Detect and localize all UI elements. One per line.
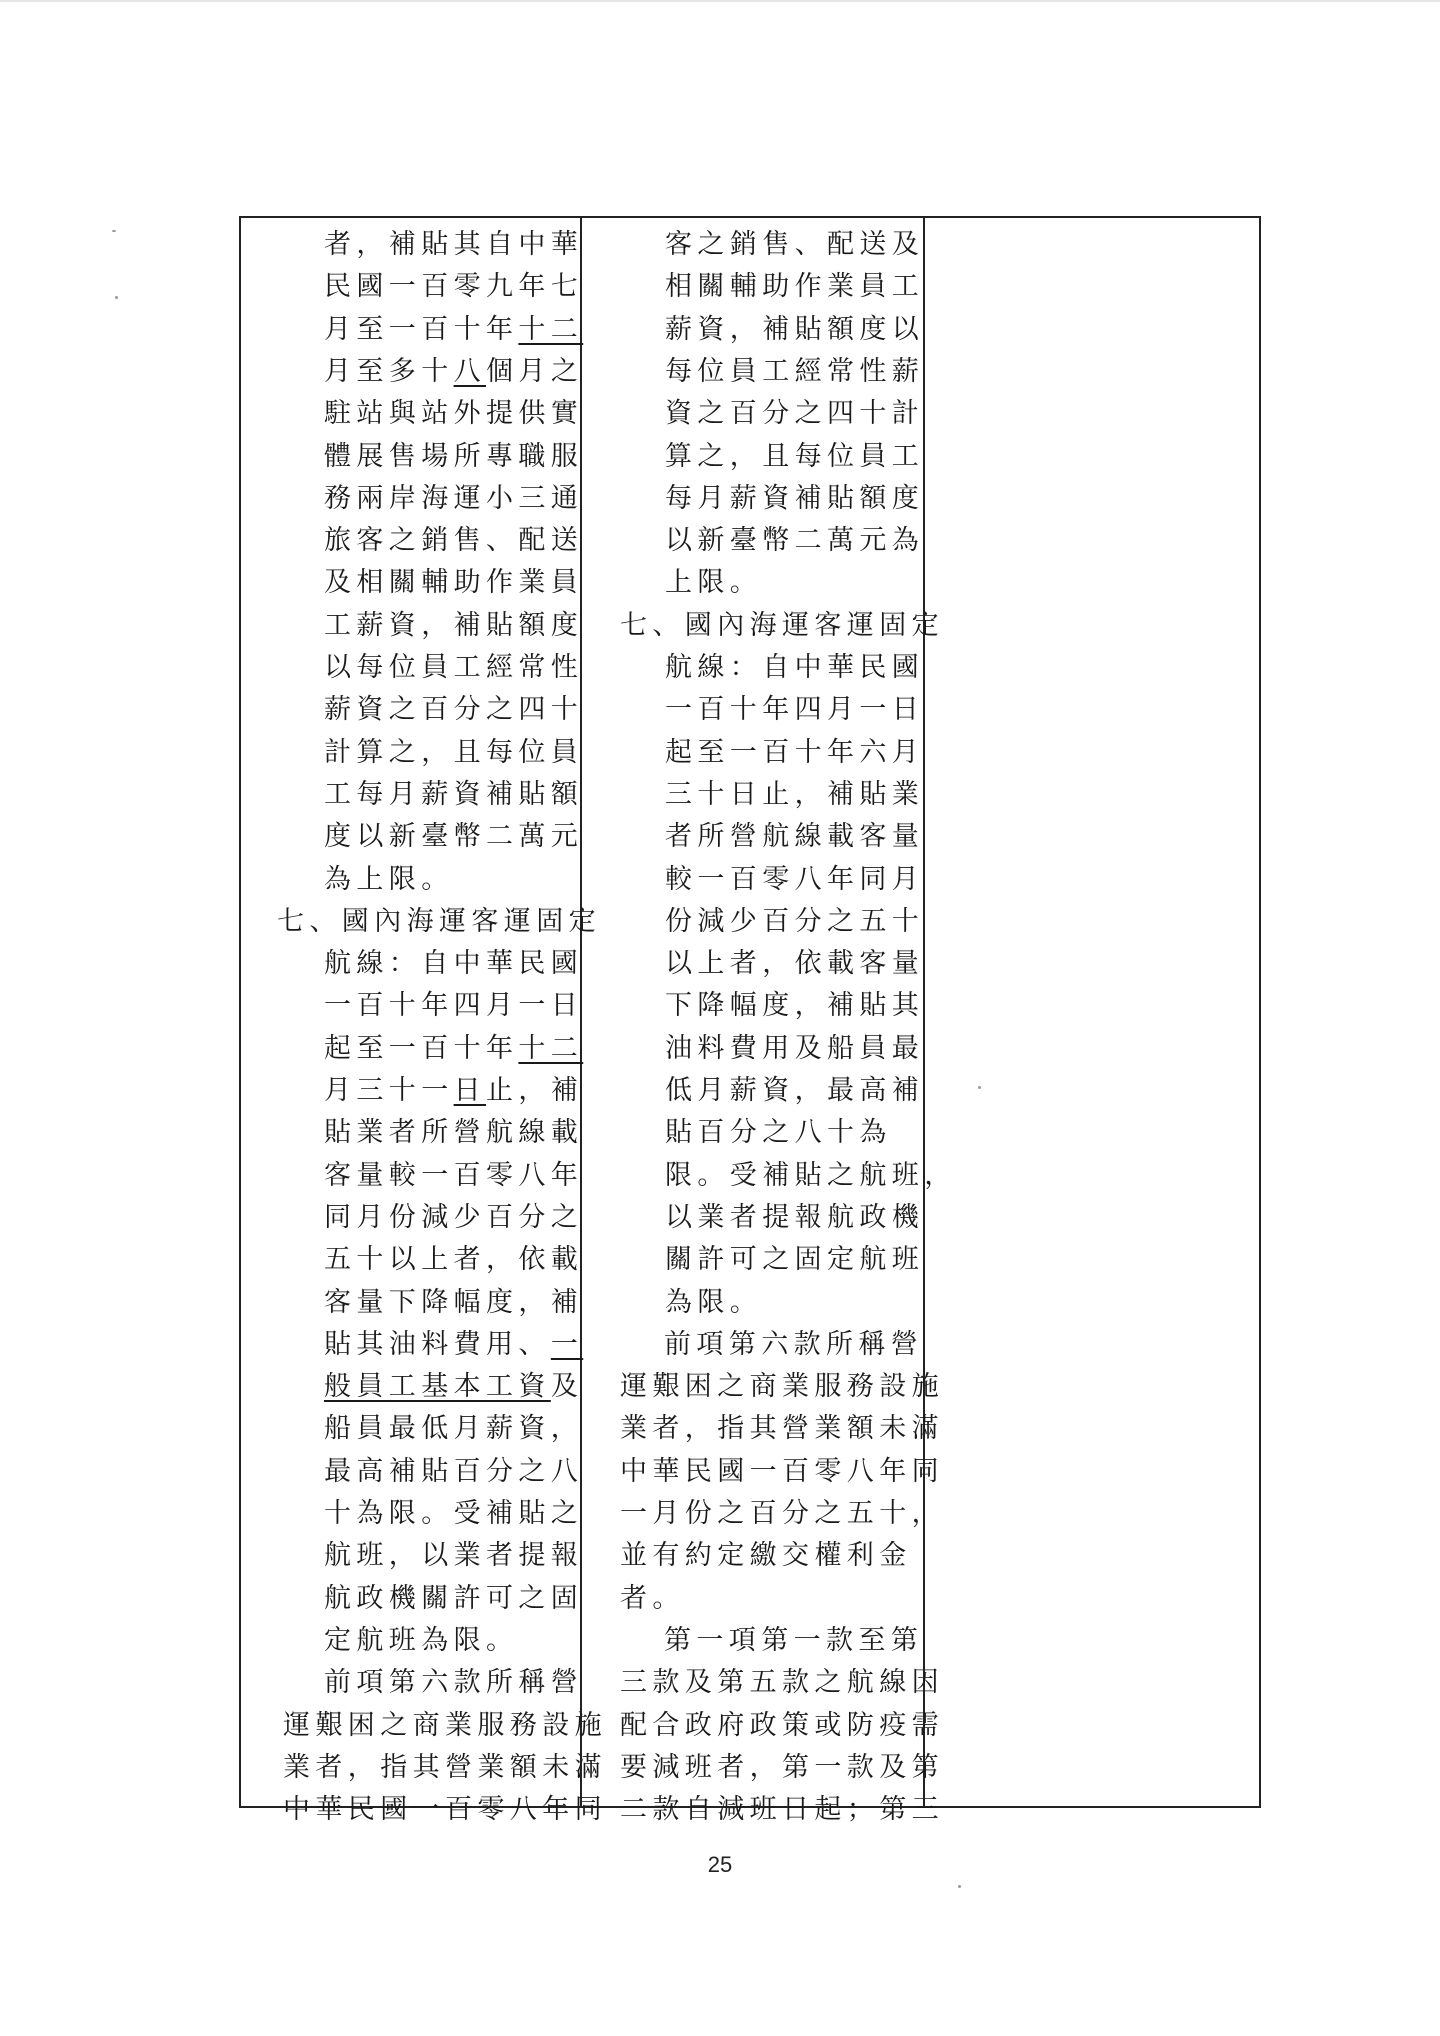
text-line: 一百十年四月一日 bbox=[324, 990, 584, 1022]
text-line: 配合政府政策或防疫需 bbox=[620, 1709, 944, 1741]
text-line: 運艱困之商業服務設施 bbox=[283, 1709, 607, 1741]
text-line: 要減班者，第一款及第 bbox=[620, 1751, 944, 1783]
text-line: 油料費用及船員最 bbox=[665, 1032, 925, 1064]
text-line: 體展售場所專職服 bbox=[324, 440, 584, 472]
text-line: 起至一百十年十二 bbox=[324, 1032, 584, 1064]
text-line: 為限。 bbox=[665, 1286, 763, 1318]
text-line: 限。受補貼之航班， bbox=[665, 1159, 957, 1191]
text-line: 計算之，且每位員 bbox=[324, 736, 584, 768]
text-line: 下降幅度，補貼其 bbox=[665, 990, 925, 1022]
text-line: 份減少百分之五十 bbox=[665, 905, 925, 937]
text-line: 每位員工經常性薪 bbox=[665, 355, 925, 387]
text-line: 貼其油料費用、一 bbox=[324, 1328, 584, 1360]
text-line: 七、國內海運客運固定 bbox=[277, 905, 601, 937]
text-line: 客之銷售、配送及 bbox=[665, 229, 925, 260]
text-line: 資之百分之四十計 bbox=[665, 398, 925, 430]
text-line: 七、國內海運客運固定 bbox=[620, 609, 944, 641]
text-line: 航政機關許可之固 bbox=[324, 1582, 584, 1614]
text-line: 者。 bbox=[620, 1582, 685, 1614]
text-line: 航班，以業者提報 bbox=[324, 1540, 584, 1572]
scan-speck bbox=[115, 296, 118, 299]
text-line: 工每月薪資補貼額 bbox=[324, 778, 584, 810]
text-line: 算之，且每位員工 bbox=[665, 440, 925, 472]
text-line: 相關輔助作業員工 bbox=[665, 271, 925, 303]
scan-speck bbox=[958, 1885, 961, 1888]
text-line: 以業者提報航政機 bbox=[665, 1201, 925, 1233]
text-line: 客量較一百零八年 bbox=[324, 1159, 584, 1191]
text-line: 旅客之銷售、配送 bbox=[324, 525, 584, 557]
text-line: 客量下降幅度，補 bbox=[324, 1286, 584, 1318]
text-line: 較一百零八年同月 bbox=[665, 863, 925, 895]
text-line: 民國一百零九年七 bbox=[324, 271, 584, 303]
text-line: 第一項第一款至第 bbox=[664, 1624, 924, 1656]
text-line: 駐站與站外提供實 bbox=[324, 398, 584, 430]
text-line: 上限。 bbox=[665, 567, 763, 599]
text-line: 中華民國一百零八年同 bbox=[283, 1794, 607, 1826]
amendment-underline: 八 bbox=[453, 355, 487, 387]
text-line: 航線：自中華民國 bbox=[324, 948, 584, 980]
text-line: 度以新臺幣二萬元 bbox=[324, 821, 584, 853]
text-line: 每月薪資補貼額度 bbox=[665, 482, 925, 514]
text-line: 工薪資，補貼額度 bbox=[324, 609, 584, 641]
text-line: 以每位員工經常性 bbox=[324, 652, 584, 683]
text-line: 月至一百十年十二 bbox=[324, 313, 584, 345]
text-line: 航線：自中華民國 bbox=[665, 652, 925, 683]
text-line: 最高補貼百分之八 bbox=[324, 1455, 584, 1487]
scan-speck bbox=[112, 230, 116, 232]
text-line: 般員工基本工資及 bbox=[324, 1371, 584, 1403]
text-line: 前項第六款所稱營 bbox=[664, 1328, 924, 1360]
text-line: 為上限。 bbox=[324, 863, 454, 895]
text-line: 二款自減班日起；第三 bbox=[620, 1794, 944, 1826]
text-line: 低月薪資，最高補 bbox=[665, 1075, 925, 1106]
amendment-underline: 一 bbox=[550, 1328, 584, 1360]
text-line: 薪資，補貼額度以 bbox=[665, 313, 925, 345]
text-line: 三款及第五款之航線因 bbox=[620, 1667, 944, 1699]
text-line: 定航班為限。 bbox=[324, 1624, 519, 1656]
text-line: 三十日止，補貼業 bbox=[665, 778, 925, 810]
text-line: 起至一百十年六月 bbox=[665, 736, 925, 768]
text-line: 一月份之百分之五十， bbox=[620, 1498, 944, 1529]
text-line: 業者，指其營業額未滿 bbox=[283, 1751, 607, 1783]
text-line: 月至多十八個月之 bbox=[324, 355, 584, 387]
amendment-underline: 般員工基本工資 bbox=[324, 1371, 551, 1403]
text-line: 薪資之百分之四十 bbox=[324, 694, 584, 726]
text-line: 者，補貼其自中華 bbox=[324, 229, 584, 260]
text-line: 運艱困之商業服務設施 bbox=[620, 1371, 944, 1403]
amendment-underline: 十二 bbox=[518, 1032, 584, 1064]
text-line: 者所營航線載客量 bbox=[665, 821, 925, 853]
text-line: 中華民國一百零八年同 bbox=[620, 1455, 944, 1487]
text-line: 關許可之固定航班 bbox=[665, 1244, 925, 1276]
text-line: 貼業者所營航線載 bbox=[324, 1117, 584, 1149]
text-line: 及相關輔助作業員 bbox=[324, 567, 584, 599]
text-line: 前項第六款所稱營 bbox=[324, 1667, 584, 1699]
text-line: 一百十年四月一日 bbox=[665, 694, 925, 726]
text-line: 以上者，依載客量 bbox=[665, 948, 925, 980]
page-number: 25 bbox=[707, 1852, 733, 1877]
text-line: 五十以上者，依載 bbox=[324, 1244, 584, 1276]
text-line: 月三十一日止，補 bbox=[324, 1075, 584, 1106]
text-line: 船員最低月薪資， bbox=[324, 1413, 584, 1445]
amendment-underline: 日 bbox=[453, 1075, 487, 1106]
text-line: 並有約定繳交權利金 bbox=[620, 1540, 912, 1572]
amendment-underline: 十二 bbox=[518, 313, 584, 345]
text-line: 貼百分之八十為 bbox=[665, 1117, 892, 1149]
text-line: 十為限。受補貼之 bbox=[324, 1498, 584, 1529]
text-line: 同月份減少百分之 bbox=[324, 1201, 584, 1233]
comparison-table bbox=[239, 216, 1261, 1826]
text-line: 業者，指其營業額未滿 bbox=[620, 1413, 944, 1445]
text-line: 以新臺幣二萬元為 bbox=[665, 525, 925, 557]
text-line: 務兩岸海運小三通 bbox=[324, 482, 584, 514]
